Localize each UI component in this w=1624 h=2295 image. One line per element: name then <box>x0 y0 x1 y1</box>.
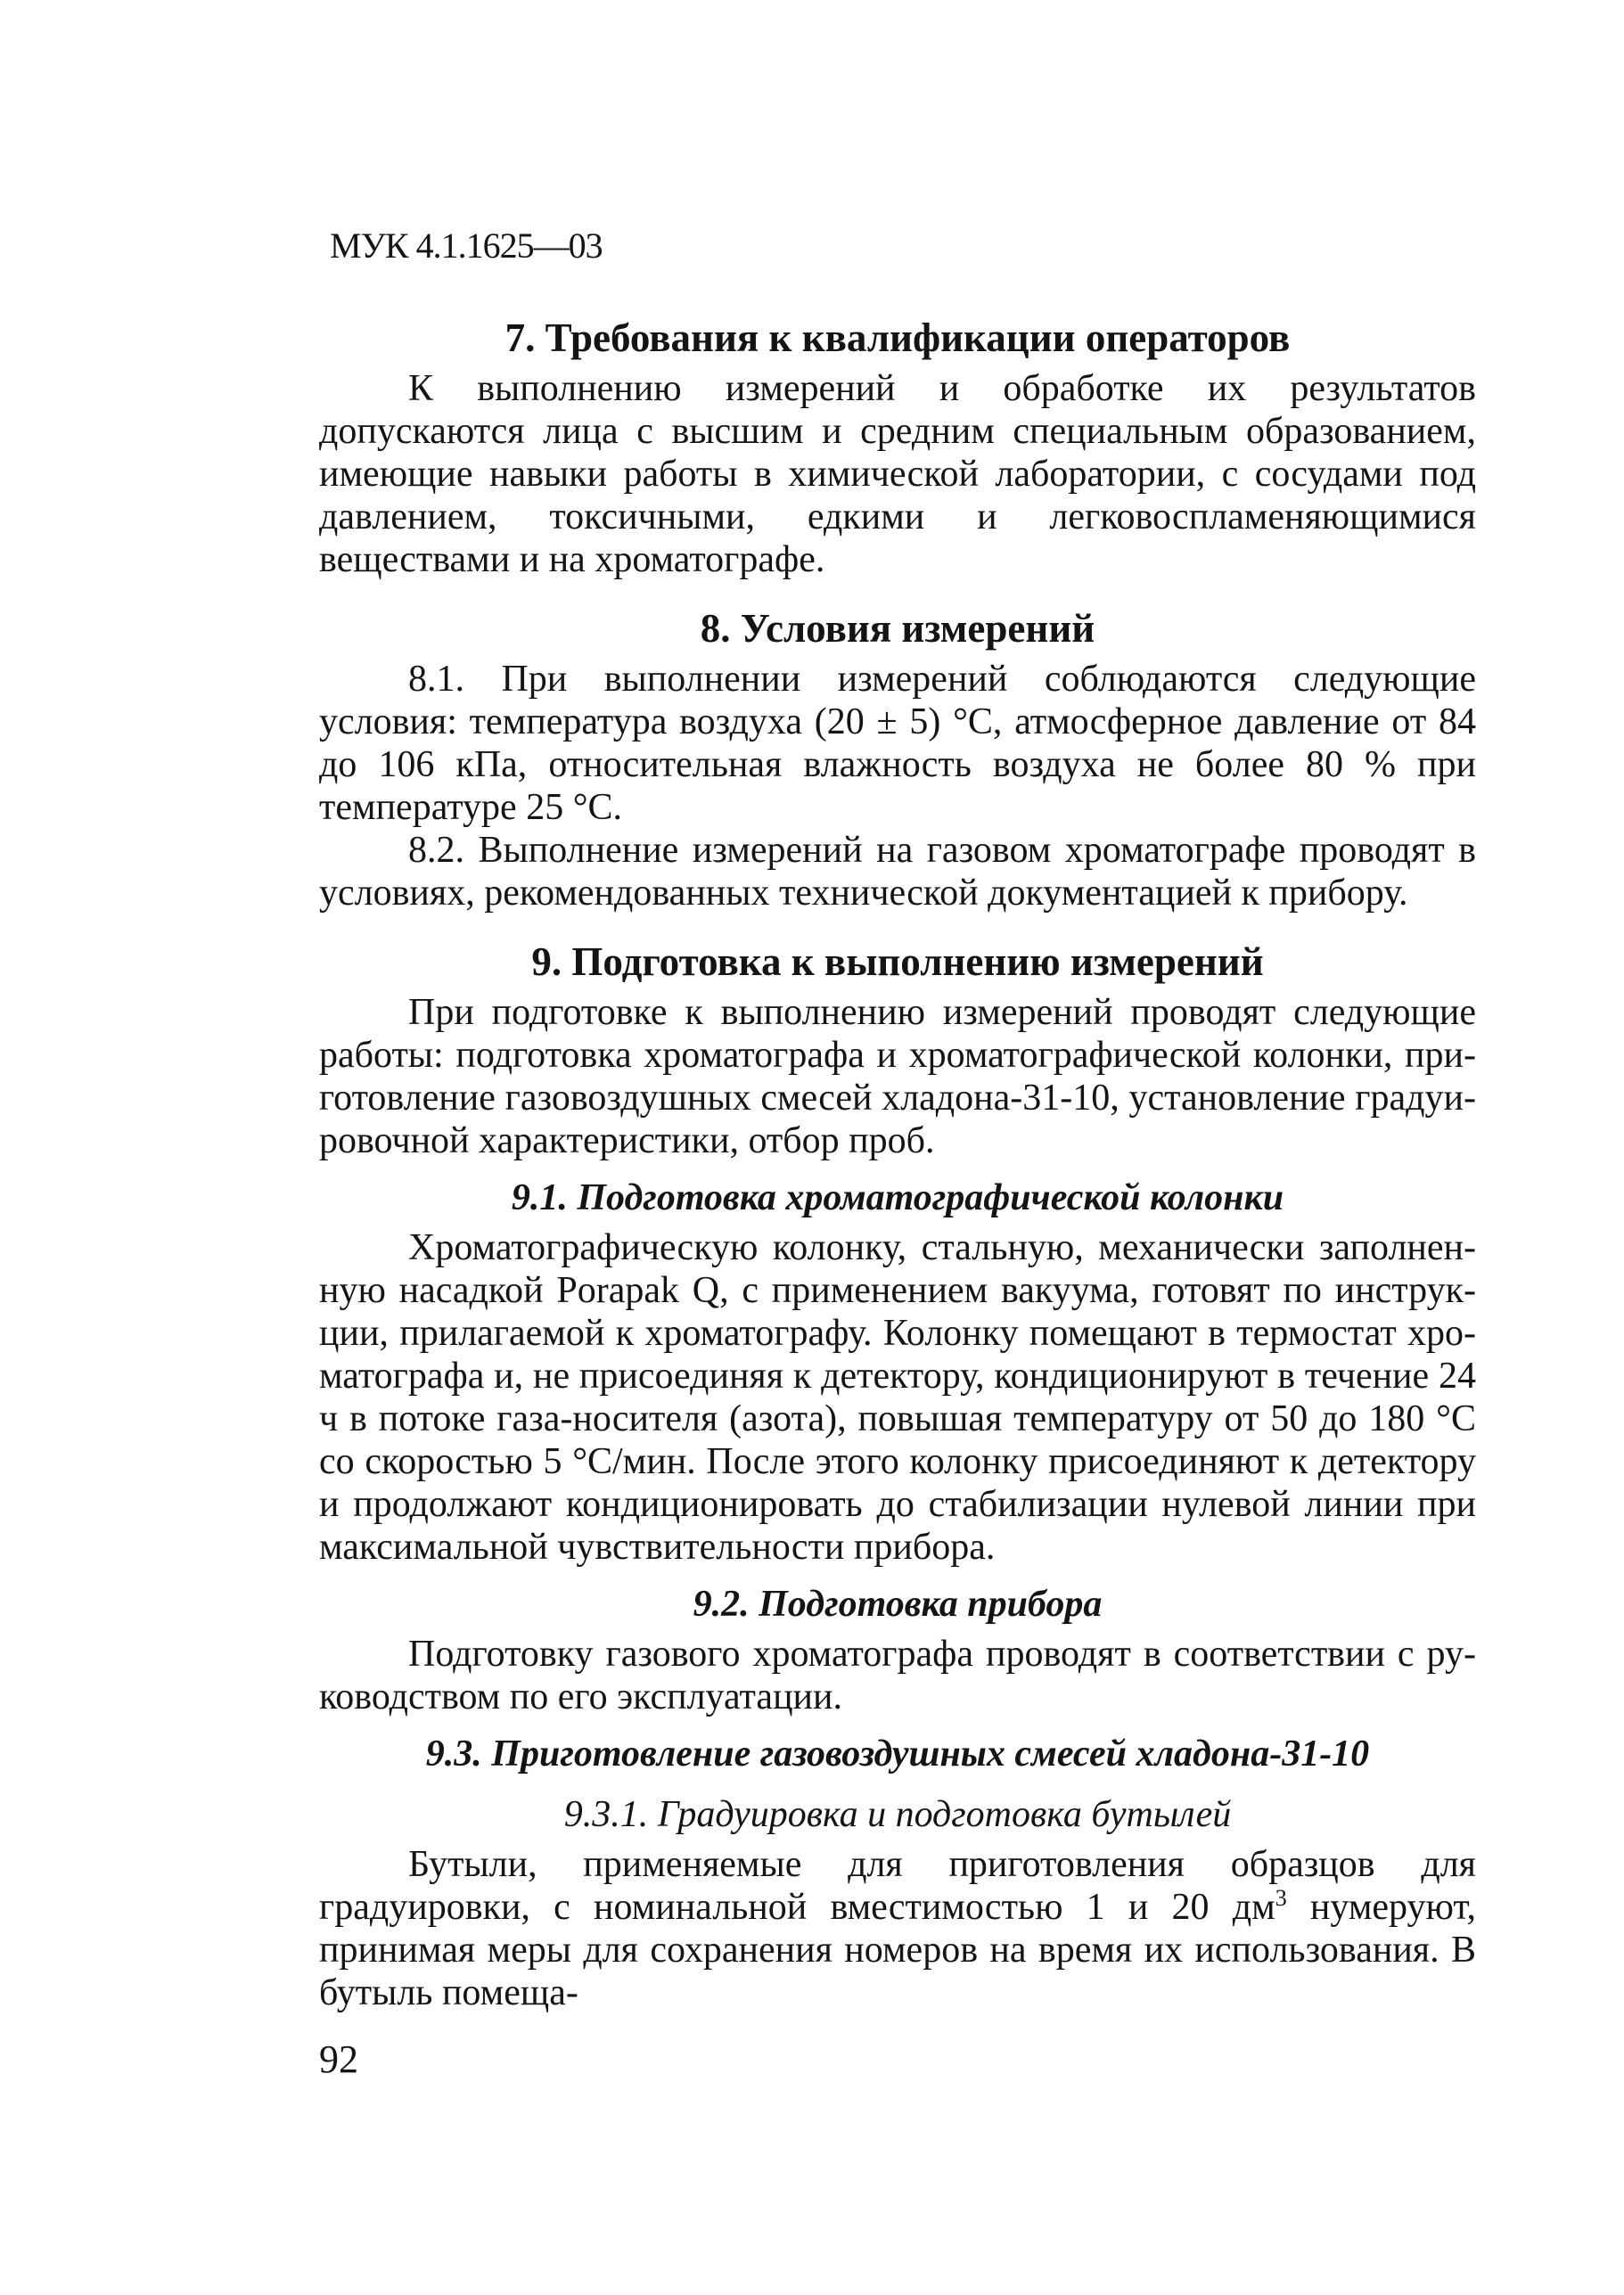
page-number: 92 <box>319 2037 358 2081</box>
section-8-title: 8. Условия измерений <box>700 606 1095 651</box>
section-9-paragraph: При подготовке к выполнению измерений проводят следующие работы: подготовка хроматографа и хроматографической колонки, приготовление газовоздушных смесей хладона-31-10, установление градуировочной характеристики, отбор проб. <box>319 992 1476 1161</box>
section-9-2-paragraph: Подготовку газового хроматографа проводят в соответствии с руководством по его эксплуатации. <box>319 1634 1476 1717</box>
page-content <box>319 312 1476 2014</box>
section-9-2-title: 9.2. Подготовка прибора <box>693 1584 1103 1625</box>
document-code: МУК 4.1.1625—03 <box>330 225 603 266</box>
section-8-2-paragraph: 8.2. Выполнение измерений на газовом хроматографе проводят в условиях, рекомендованных технической документацией к прибору. <box>319 830 1476 914</box>
section-9-1-paragraph: Хроматографическую колонку, стальную, механически заполненную насадкой Porapak Q, с применением вакуума, готовят по инструкции, прилагаемой к хроматографу. Колонку помещают в термостат хроматографа и, не присоединяя к детектору, кондиционируют в течение 24 ч в потоке газа-носителя (азота), повышая температуру от 50 до 180 °С со скоростью 5 °С/мин. После этого колонку присоединяют к детектору и продолжают кондиционировать до стабилизации нулевой линии при максимальной чувствительности прибора. <box>319 1227 1476 1568</box>
section-9-1-title: 9.1. Подготовка хроматографической колонки <box>511 1177 1284 1218</box>
section-7-title: 7. Требования к квалификации операторов <box>504 316 1291 360</box>
section-7-paragraph: К выполнению измерений и обработке их результатов допускаются лица с высшим и средним специальным образованием, имеющие навыки работы в химической лаборатории, с сосудами под давлением, токсичными, едкими и легковоспламеняющимися веществами и на хроматографе. <box>319 368 1476 580</box>
paragraph-text-part: нумеруют, принимая меры для сохранения номеров на время их использования. В бутыль помеща- <box>319 1887 1477 2013</box>
section-9-3-title: 9.3. Приготовление газовоздушных смесей хладона-31-10 <box>425 1734 1370 1775</box>
section-8-1-paragraph: 8.1. При выполнении измерений соблюдаются следующие условия: температура воздуха (20 ± 5) °С, атмосферное давление от 84 до 106 кПа, относительная влажность воздуха не более 80 % при температуре 25 °С. <box>319 659 1476 828</box>
section-9-3-1-title: 9.3.1. Градуировка и подготовка бутылей <box>563 1794 1232 1835</box>
section-9-title: 9. Подготовка к выполнению измерений <box>531 939 1264 984</box>
section-9-3-1-paragraph <box>319 1843 1476 2014</box>
paragraph-text-part: Бутыли, применяемые для приготовления образцов для градуировки, с номинальной вместимостью 1 и 20 дм <box>319 1844 1476 1928</box>
superscript-exponent: 3 <box>1275 1885 1287 1911</box>
